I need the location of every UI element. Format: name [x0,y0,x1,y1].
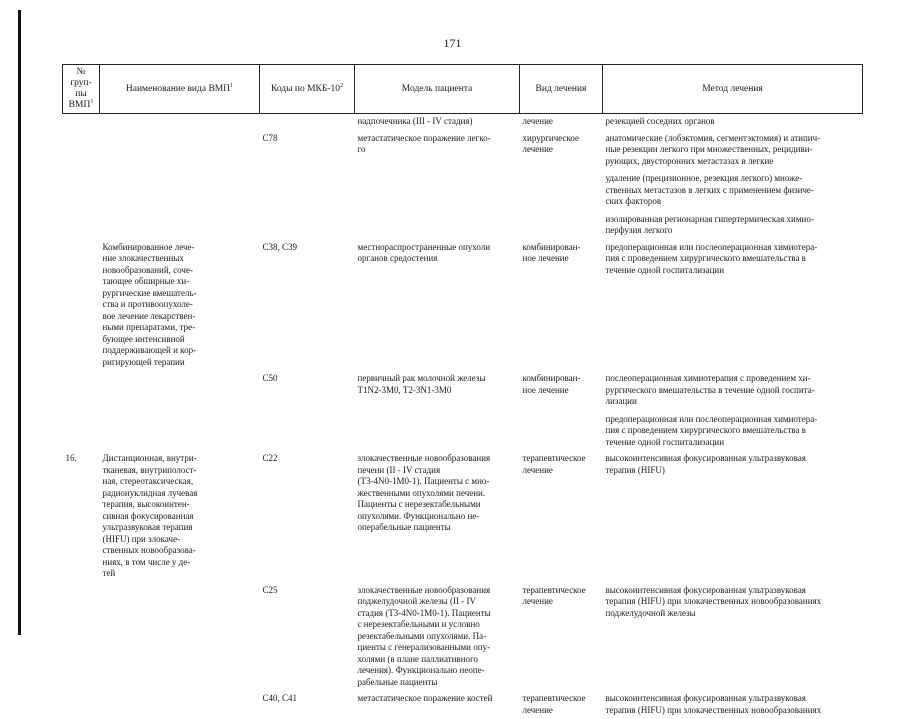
group-number-cell [63,114,100,131]
vmp-name-cell [100,583,260,692]
group-number-cell: 16. [63,451,100,583]
treatment-method-cell [603,691,863,719]
table-row [63,240,863,372]
vmp-name-cell: Дистанционная, внутри- тканевая, внутриполост- ная, стереотаксическая, радионуклидная лучевая терапия, высокоинтен- сивная фокусированная ультразвуковая терапия (HIFU) при злокаче- ственных новообразова- ниях, в том числе у де- тей [100,451,260,583]
header-patient-model: Модель пациента [355,65,520,114]
treatment-method-item: изолированная регионарная гипертермическая химио- перфузия легкого [606,214,860,237]
header-treatment-method: Метод лечения [603,65,863,114]
icd-code-cell: C38, C39 [260,240,355,372]
treatment-method-item: удаление (прецизионное, резекция легкого) множе- ственных метастазов в легких с применением физиче- ских факторов [606,173,860,208]
group-number-cell [63,131,100,240]
treatment-type-cell: лечение [520,114,603,131]
patient-model-cell: местнораспространенные опухоли органов средостения [355,240,520,372]
vmp-name-cell [100,691,260,719]
treatment-type-cell: комбинирован- ное лечение [520,371,603,451]
treatment-type-cell: комбинирован- ное лечение [520,240,603,372]
header-icd-codes: Коды по МКБ-$10^2$ [260,65,355,114]
treatment-method-item: послеоперационная химиотерапия с проведением хи- рургического вмешательства в течение одной госпита- лизации [606,373,860,408]
header-group-no: № груп- пы ВМП$^1$ [63,65,100,114]
table-body [63,114,863,719]
treatment-method-item: высокоинтенсивная фокусированная ультразвуковая терапия (HIFU) при злокачественных новообразованиях [606,693,860,716]
treatment-type-cell: хирургическое лечение [520,131,603,240]
treatment-method-cell [603,131,863,240]
page-binding-edge [18,10,21,635]
table-row [63,451,863,583]
group-number-cell [63,691,100,719]
table-row [63,131,863,240]
icd-code-cell [260,114,355,131]
vmp-name-cell: Комбинированное лече- ние злокачественных новообразований, сочe- тающее обширные хи- рургические вмешатель- ства и противоопухоле- вое лечение лекарствен- ными препаратами, тре- бующее интенсивной поддерживающей и кор- ригирующей терапии [100,240,260,372]
treatment-method-item: анатомические (лобэктомия, сегментэктомия) и атипич- ные резекции легкого при множественных, рецидиви- рующих, двусторонних метастазах в легкие [606,133,860,168]
icd-code-cell: C78 [260,131,355,240]
header-vmp-name: Наименование вида ВМП$^1$ [100,65,260,114]
patient-model-cell: метастатическое поражение легко- го [355,131,520,240]
treatment-method-cell [603,114,863,131]
patient-model-cell: злокачественные новообразования печени (II - IV стадия (T3-4N0-1M0-1). Пациенты с мно- жественными опухолями печени. Пациенты с нерезектабельными опухолями. Функционально не- операбельные пациенты [355,451,520,583]
table-header-row [63,65,863,114]
icd-code-cell: C25 [260,583,355,692]
table-row [63,691,863,719]
treatment-method-item: резекцией соседних органов [606,116,860,128]
treatment-method-cell [603,451,863,583]
header-treatment-type: Вид лечения [520,65,603,114]
group-number-cell [63,371,100,451]
vmp-table [62,64,863,719]
patient-model-cell: первичный рак молочной железы T1N2-3M0, T2-3N1-3M0 [355,371,520,451]
table-row [63,583,863,692]
icd-code-cell: C22 [260,451,355,583]
vmp-name-cell [100,114,260,131]
treatment-method-cell [603,583,863,692]
vmp-name-cell [100,131,260,240]
patient-model-cell: надпочечника (III - IV стадия) [355,114,520,131]
icd-code-cell: C50 [260,371,355,451]
group-number-cell [63,240,100,372]
treatment-method-item: высокоинтенсивная фокусированная ультразвуковая терапия (HIFU) при злокачественных новообразованиях поджелудочной железы [606,585,860,620]
vmp-name-cell [100,371,260,451]
treatment-type-cell: терапевтическое лечение [520,691,603,719]
treatment-method-cell [603,240,863,372]
group-number-cell [63,583,100,692]
treatment-type-cell: терапевтическое лечение [520,451,603,583]
table-row [63,114,863,131]
treatment-method-item: предоперационная или послеоперационная химиотера- пия с проведением хирургического вмешательства в течение одной госпитализации [606,242,860,277]
treatment-method-cell [603,371,863,451]
icd-code-cell: C40, C41 [260,691,355,719]
treatment-type-cell: терапевтическое лечение [520,583,603,692]
treatment-method-item: высокоинтенсивная фокусированная ультразвуковая терапия (HIFU) [606,453,860,476]
page-number: 171 [0,36,905,51]
treatment-method-item: предоперационная или послеоперационная химиотера- пия с проведением хирургического вмешательства в течение одной госпитализации [606,414,860,449]
patient-model-cell: злокачественные новообразования поджелудочной железы (II - IV стадия (T3-4N0-1M0-1). Пациенты с нерезектабельными и условно резектабельными опухолями. Па- циенты с генерализованными опу- холями (в плане паллиативного лечения). Функционально неопе- рабельные пациенты [355,583,520,692]
patient-model-cell: метастатическое поражение костей [355,691,520,719]
table-row [63,371,863,451]
